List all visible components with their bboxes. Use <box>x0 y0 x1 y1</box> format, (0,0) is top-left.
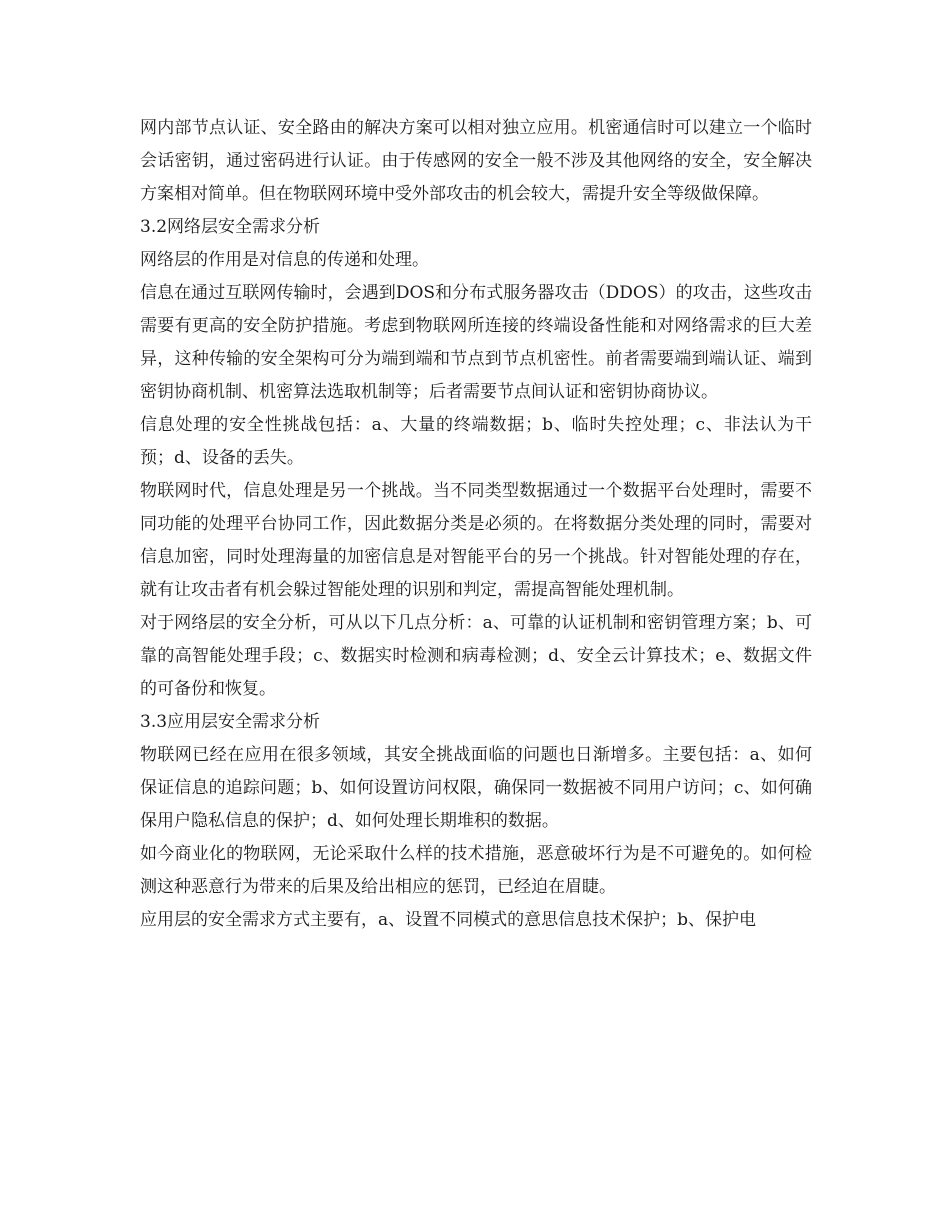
paragraph-malicious-behavior: 如今商业化的物联网，无论采取什么样的技术措施，恶意破坏行为是不可避免的。如何检测这种恶意行为带来的后果及给出相应的惩罚，已经迫在眉睫。 <box>140 844 812 897</box>
paragraph-internet-transmission-attacks: 信息在通过互联网传输时，会遇到DOS和分布式服务器攻击（DDOS）的攻击，这些攻击需要有更高的安全防护措施。考虑到物联网所连接的终端设备性能和对网络需求的巨大差异，这种传输的安全架构可分为端到端和节点到节点机密性。前者需要端到端认证、端到密钥协商机制、机密算法选取机制等；后者需要节点间认证和密钥协商协议。 <box>140 283 812 402</box>
paragraph-application-security-methods: 应用层的安全需求方式主要有，a、设置不同模式的意思信息技术保护；b、保护电 <box>140 910 757 930</box>
paragraph-sensor-network-security: 网内部节点认证、安全路由的解决方案可以相对独立应用。机密通信时可以建立一个临时会话密钥，通过密码进行认证。由于传感网的安全一般不涉及其他网络的安全，安全解决方案相对简单。但在物联网环境中受外部攻击的机会较大，需提升安全等级做保障。 <box>140 118 812 204</box>
paragraph-application-challenges: 物联网已经在应用在很多领域，其安全挑战面临的问题也日渐增多。主要包括：a、如何保证信息的追踪问题；b、如何设置访问权限，确保同一数据被不同用户访问；c、如何确保用户隐私信息的保护；d、如何处理长期堆积的数据。 <box>140 745 812 831</box>
paragraph-processing-challenges: 信息处理的安全性挑战包括：a、大量的终端数据；b、临时失控处理；c、非法认为干预；d、设备的丢失。 <box>140 415 812 468</box>
paragraph-iot-information-processing: 物联网时代，信息处理是另一个挑战。当不同类型数据通过一个数据平台处理时，需要不同功能的处理平台协同工作，因此数据分类是必须的。在将数据分类处理的同时，需要对信息加密，同时处理海量的加密信息是对智能平台的另一个挑战。针对智能处理的存在，就有让攻击者有机会躲过智能处理的识别和判定，需提高智能处理机制。 <box>140 481 812 600</box>
section-heading-application-layer: 3.3应用层安全需求分析 <box>140 712 321 732</box>
paragraph-network-layer-analysis: 对于网络层的安全分析，可从以下几点分析：a、可靠的认证机制和密钥管理方案；b、可靠的高智能处理手段；c、数据实时检测和病毒检测；d、安全云计算技术；e、数据文件的可备份和恢复。 <box>140 613 812 699</box>
paragraph-network-layer-role: 网络层的作用是对信息的传递和处理。 <box>140 250 429 270</box>
section-heading-network-layer: 3.2网络层安全需求分析 <box>140 217 321 237</box>
document-page <box>140 112 812 937</box>
